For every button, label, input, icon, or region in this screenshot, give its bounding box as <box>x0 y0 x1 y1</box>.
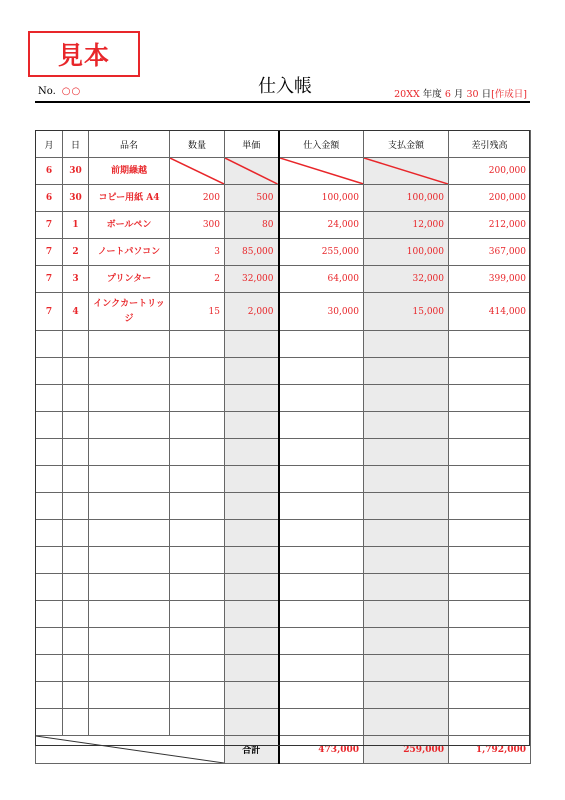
date-year-suffix: 年度 <box>422 89 442 100</box>
cell-unit-price <box>225 466 279 493</box>
cell-item: ボールペン <box>89 212 170 239</box>
title-underline <box>35 101 530 103</box>
cell-purchase-amount <box>279 574 364 601</box>
cell-item <box>89 520 170 547</box>
cell-purchase-amount: 100,000 <box>279 185 364 212</box>
cell-purchase-amount <box>279 385 364 412</box>
cell-item <box>89 331 170 358</box>
cell-unit-price: 85,000 <box>225 239 279 266</box>
table-total-row <box>36 736 531 764</box>
cell-month <box>36 628 63 655</box>
cell-quantity <box>170 493 225 520</box>
cell-month <box>36 709 63 736</box>
cell-month <box>36 493 63 520</box>
cell-balance <box>449 547 531 574</box>
sample-stamp <box>28 31 140 77</box>
cell-payment-amount <box>364 574 449 601</box>
cell-day <box>63 439 89 466</box>
cell-purchase-amount: 255,000 <box>279 239 364 266</box>
cell-balance <box>449 385 531 412</box>
table-row <box>36 158 531 185</box>
cell-balance <box>449 655 531 682</box>
table-header-row <box>36 131 531 158</box>
table-row <box>36 331 531 358</box>
cell-payment-amount <box>364 655 449 682</box>
cell-day <box>63 358 89 385</box>
cell-payment-amount: 15,000 <box>364 293 449 331</box>
cell-purchase-amount <box>279 520 364 547</box>
cell-month <box>36 358 63 385</box>
cell-purchase-amount <box>279 358 364 385</box>
table-row <box>36 212 531 239</box>
total-balance: 1,792,000 <box>449 736 531 764</box>
cell-day <box>63 331 89 358</box>
cell-payment-amount <box>364 331 449 358</box>
table-row <box>36 358 531 385</box>
cell-payment-amount <box>364 412 449 439</box>
cell-unit-price <box>225 628 279 655</box>
cell-month: 7 <box>36 239 63 266</box>
table-row <box>36 547 531 574</box>
cell-month: 6 <box>36 185 63 212</box>
cell-quantity <box>170 358 225 385</box>
cell-day: 2 <box>63 239 89 266</box>
cell-purchase-amount <box>279 331 364 358</box>
cell-purchase-amount: 30,000 <box>279 293 364 331</box>
total-purchase-amount: 473,000 <box>279 736 364 764</box>
cell-balance: 200,000 <box>449 185 531 212</box>
cell-month <box>36 520 63 547</box>
cell-month <box>36 466 63 493</box>
cell-quantity: 2 <box>170 266 225 293</box>
cell-quantity <box>170 547 225 574</box>
cell-unit-price <box>225 601 279 628</box>
cell-day <box>63 601 89 628</box>
cell-quantity <box>170 655 225 682</box>
cell-payment-amount: 100,000 <box>364 185 449 212</box>
col-header-item: 品名 <box>89 131 170 158</box>
cell-item <box>89 547 170 574</box>
cell-purchase-amount <box>279 655 364 682</box>
cell-day <box>63 655 89 682</box>
cell-unit-price <box>225 682 279 709</box>
cell-quantity <box>170 520 225 547</box>
cell-purchase-amount <box>279 466 364 493</box>
cell-balance <box>449 709 531 736</box>
cell-balance: 200,000 <box>449 158 531 185</box>
cell-payment-amount: 32,000 <box>364 266 449 293</box>
table-row <box>36 385 531 412</box>
table-row <box>36 682 531 709</box>
table-row <box>36 520 531 547</box>
cell-quantity <box>170 574 225 601</box>
cell-unit-price: 2,000 <box>225 293 279 331</box>
table-row <box>36 574 531 601</box>
cell-payment-amount <box>364 547 449 574</box>
cell-payment-amount: 12,000 <box>364 212 449 239</box>
cell-unit-price <box>225 412 279 439</box>
cell-day <box>63 520 89 547</box>
cell-quantity <box>170 466 225 493</box>
cell-day <box>63 574 89 601</box>
table-row <box>36 239 531 266</box>
cell-item <box>89 601 170 628</box>
cell-month <box>36 547 63 574</box>
cell-balance <box>449 412 531 439</box>
cell-day: 4 <box>63 293 89 331</box>
cell-balance: 414,000 <box>449 293 531 331</box>
date-month-suffix: 月 <box>453 89 464 100</box>
cell-quantity <box>170 439 225 466</box>
col-header-balance: 差引残高 <box>449 131 531 158</box>
cell-item <box>89 709 170 736</box>
cell-unit-price <box>225 655 279 682</box>
cell-unit-price <box>225 520 279 547</box>
table-row <box>36 493 531 520</box>
cell-quantity: 200 <box>170 185 225 212</box>
cell-purchase-amount: 24,000 <box>279 212 364 239</box>
cell-quantity <box>170 601 225 628</box>
cell-balance <box>449 574 531 601</box>
cell-payment-amount <box>364 439 449 466</box>
cell-quantity <box>170 385 225 412</box>
purchase-ledger-table <box>35 130 531 764</box>
date-month: 6 <box>444 89 451 100</box>
cell-month <box>36 682 63 709</box>
cell-unit-price <box>225 574 279 601</box>
cell-unit-price <box>225 158 279 185</box>
cell-payment-amount <box>364 493 449 520</box>
cell-purchase-amount <box>279 601 364 628</box>
diagonal-line-icon <box>280 158 364 184</box>
cell-unit-price <box>225 547 279 574</box>
cell-month: 7 <box>36 266 63 293</box>
col-header-month: 月 <box>36 131 63 158</box>
cell-purchase-amount <box>279 412 364 439</box>
diagonal-line-icon <box>36 736 224 763</box>
cell-quantity <box>170 412 225 439</box>
table-row <box>36 628 531 655</box>
cell-balance <box>449 682 531 709</box>
cell-balance <box>449 628 531 655</box>
cell-balance <box>449 493 531 520</box>
cell-quantity <box>170 682 225 709</box>
cell-item: ノートパソコン <box>89 239 170 266</box>
cell-item: インクカートリッジ <box>89 293 170 331</box>
cell-balance <box>449 358 531 385</box>
col-header-quantity: 数量 <box>170 131 225 158</box>
cell-quantity <box>170 331 225 358</box>
cell-payment-amount <box>364 158 449 185</box>
cell-item <box>89 466 170 493</box>
cell-month <box>36 439 63 466</box>
cell-purchase-amount <box>279 682 364 709</box>
cell-month <box>36 412 63 439</box>
cell-item: プリンター <box>89 266 170 293</box>
cell-payment-amount <box>364 520 449 547</box>
cell-day: 1 <box>63 212 89 239</box>
cell-item <box>89 655 170 682</box>
creation-date <box>394 86 527 100</box>
cell-purchase-amount <box>279 439 364 466</box>
cell-unit-price: 500 <box>225 185 279 212</box>
cell-day <box>63 466 89 493</box>
cell-payment-amount <box>364 358 449 385</box>
cell-quantity <box>170 158 225 185</box>
cell-month: 6 <box>36 158 63 185</box>
cell-purchase-amount <box>279 628 364 655</box>
cell-unit-price <box>225 358 279 385</box>
cell-item <box>89 682 170 709</box>
cell-item: 前期繰越 <box>89 158 170 185</box>
cell-item <box>89 574 170 601</box>
sample-stamp-label: 見本 <box>57 41 110 70</box>
cell-purchase-amount <box>279 493 364 520</box>
cell-month: 7 <box>36 212 63 239</box>
table-row <box>36 266 531 293</box>
total-blank-cell <box>36 736 225 764</box>
cell-balance <box>449 439 531 466</box>
col-header-unit-price: 単価 <box>225 131 279 158</box>
cell-item <box>89 628 170 655</box>
cell-month <box>36 385 63 412</box>
diagonal-line-icon <box>225 158 278 184</box>
cell-balance: 212,000 <box>449 212 531 239</box>
cell-month <box>36 601 63 628</box>
cell-item <box>89 493 170 520</box>
document-number-label: No. <box>38 86 56 97</box>
table-row <box>36 439 531 466</box>
cell-balance: 367,000 <box>449 239 531 266</box>
cell-balance: 399,000 <box>449 266 531 293</box>
table-row <box>36 185 531 212</box>
cell-payment-amount <box>364 385 449 412</box>
cell-unit-price <box>225 709 279 736</box>
cell-payment-amount: 100,000 <box>364 239 449 266</box>
cell-month: 7 <box>36 293 63 331</box>
cell-month <box>36 655 63 682</box>
cell-payment-amount <box>364 682 449 709</box>
diagonal-line-icon <box>364 158 448 184</box>
cell-day: 30 <box>63 158 89 185</box>
cell-payment-amount <box>364 709 449 736</box>
date-year: 20XX <box>394 89 420 100</box>
cell-unit-price <box>225 331 279 358</box>
cell-quantity: 3 <box>170 239 225 266</box>
col-header-payment-amount: 支払金額 <box>364 131 449 158</box>
cell-payment-amount <box>364 466 449 493</box>
cell-item: コピー用紙 A4 <box>89 185 170 212</box>
cell-balance <box>449 520 531 547</box>
cell-quantity <box>170 709 225 736</box>
cell-quantity: 300 <box>170 212 225 239</box>
cell-unit-price: 80 <box>225 212 279 239</box>
total-payment-amount: 259,000 <box>364 736 449 764</box>
cell-item <box>89 412 170 439</box>
table-row <box>36 412 531 439</box>
cell-purchase-amount <box>279 709 364 736</box>
date-day: 30 <box>466 89 479 100</box>
cell-payment-amount <box>364 628 449 655</box>
cell-month <box>36 574 63 601</box>
cell-day: 3 <box>63 266 89 293</box>
table-row <box>36 709 531 736</box>
cell-quantity <box>170 628 225 655</box>
cell-purchase-amount <box>279 158 364 185</box>
diagonal-line-icon <box>170 158 224 184</box>
table-row <box>36 466 531 493</box>
cell-day <box>63 709 89 736</box>
cell-item <box>89 358 170 385</box>
cell-purchase-amount: 64,000 <box>279 266 364 293</box>
date-note: [作成日] <box>491 89 527 100</box>
document-number <box>38 86 81 97</box>
table-row <box>36 601 531 628</box>
table-row <box>36 655 531 682</box>
date-day-suffix: 日 <box>481 89 492 100</box>
cell-unit-price: 32,000 <box>225 266 279 293</box>
cell-item <box>89 385 170 412</box>
cell-day <box>63 412 89 439</box>
cell-payment-amount <box>364 601 449 628</box>
cell-balance <box>449 331 531 358</box>
cell-purchase-amount <box>279 547 364 574</box>
col-header-purchase-amount: 仕入金額 <box>279 131 364 158</box>
document-number-value: ○○ <box>61 86 82 97</box>
cell-quantity: 15 <box>170 293 225 331</box>
page-title: 仕入帳 <box>258 76 312 97</box>
col-header-day: 日 <box>63 131 89 158</box>
cell-unit-price <box>225 439 279 466</box>
cell-day <box>63 547 89 574</box>
cell-day <box>63 385 89 412</box>
cell-month <box>36 331 63 358</box>
table-row <box>36 293 531 331</box>
cell-day <box>63 493 89 520</box>
total-label: 合計 <box>225 736 279 764</box>
cell-day <box>63 682 89 709</box>
cell-day <box>63 628 89 655</box>
cell-unit-price <box>225 493 279 520</box>
cell-balance <box>449 466 531 493</box>
cell-item <box>89 439 170 466</box>
cell-unit-price <box>225 385 279 412</box>
cell-balance <box>449 601 531 628</box>
cell-day: 30 <box>63 185 89 212</box>
